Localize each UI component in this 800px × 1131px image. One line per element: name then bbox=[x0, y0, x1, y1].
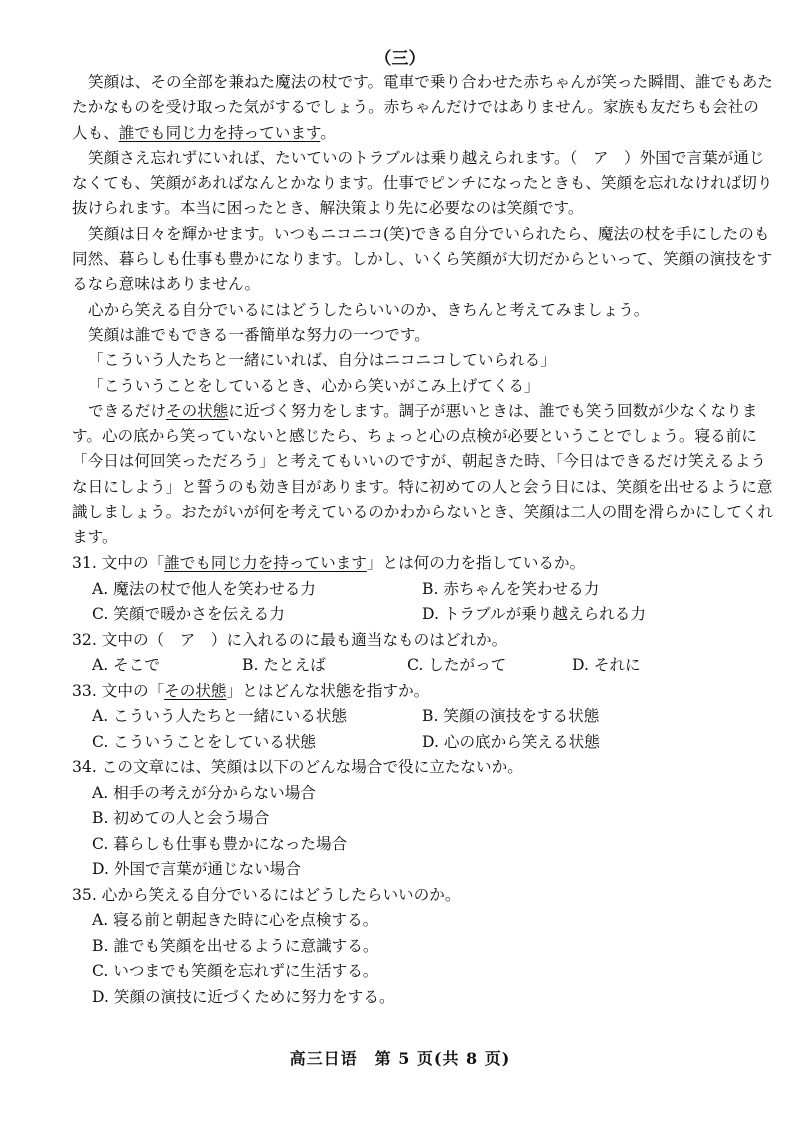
option-c: C. こういうことをしている状態 bbox=[92, 732, 317, 751]
question-stem: 35. 心から笑える自分でいるにはどうしたらいいのか。 bbox=[72, 885, 461, 904]
passage-quote-1: 「こういう人たちと一緒にいれば、自分はニコニコしていられる」 bbox=[88, 351, 556, 370]
stem-text: 」とは何の力を指しているか。 bbox=[366, 554, 586, 572]
passage-paragraph-1 bbox=[72, 70, 774, 146]
passage-paragraph-8 bbox=[72, 399, 774, 551]
passage-quote-2: 「こういうことをしているとき、心から笑いがこみ上げてくる」 bbox=[88, 376, 540, 395]
options bbox=[92, 908, 782, 1010]
options bbox=[92, 781, 782, 883]
question-35 bbox=[72, 883, 782, 1011]
option-a: A. こういう人たちと一緒にいる状態 bbox=[92, 707, 348, 725]
passage-text: 笑顔は、その全部を兼ねた魔法の杖です。電車で乗り合わせた赤ちゃんが笑った瞬間、誰でもあたたかなものを受け取った気がするでしょう。赤ちゃんだけではありません。家族も友だちも会社の人も、 bbox=[72, 73, 773, 142]
option-b: B. 誰でも笑顔を出せるように意識する。 bbox=[92, 936, 379, 955]
passage-paragraph-3: 笑顔は日々を輝かせます。いつもニコニコ(笑)できる自分でいられたら、魔法の杖を手にしたのも同然、暮らしも仕事も豊かになります。しかし、いくら笑顔が大切だからといって、笑顔の演技をするなら意味はありません。 bbox=[72, 224, 773, 294]
option-b: B. 初めての人と会う場合 bbox=[92, 809, 270, 827]
option-a: A. 魔法の杖で他人を笑わせる力 bbox=[92, 579, 316, 598]
page-footer: 高三日语 第 5 页(共 8 页) bbox=[289, 1049, 511, 1068]
option-b: B. 笑顔の演技をする状態 bbox=[422, 707, 600, 725]
option-b: B. たとえば bbox=[242, 656, 326, 674]
underlined-phrase-1: 誰でも同じ力を持っています bbox=[118, 123, 321, 142]
passage-text: できるだけ bbox=[88, 401, 166, 420]
stem-text: 31. 文中の「 bbox=[72, 554, 165, 572]
options bbox=[92, 577, 782, 628]
options bbox=[92, 653, 782, 679]
section-title: （三） bbox=[374, 49, 426, 69]
option-a: A. そこで bbox=[92, 656, 160, 674]
option-d: D. 心の底から笑える状態 bbox=[422, 732, 600, 751]
question-34 bbox=[72, 755, 782, 883]
options bbox=[92, 704, 782, 755]
passage-paragraph-5: 笑顔は誰でもできる一番簡単な努力の一つです。 bbox=[88, 325, 430, 344]
option-d: D. 笑顔の演技に近づくために努力をする。 bbox=[92, 987, 395, 1006]
option-d: D. それに bbox=[572, 656, 641, 674]
passage-text: に近づく努力をします。調子が悪いときは、誰でも笑う回数が少なくなります。心の底から笑っていないと感じたら、ちょっと心の点検が必要ということでしょう。寝る前に「今日は何回笑っただろう」と考えてもいいのですが、朝起きた時、「今日はできるだけ笑えるような日にしよう」と誓うのも効き目があります。特に初めての人と会う日には、笑顔を出せるように意識しましょう。おたがいが何を考えているのかわからないとき、笑顔は二人の間を滑らかにしてくれます。 bbox=[72, 401, 774, 547]
question-stem: 34. この文章には、笑顔は以下のどんな場合で役に立たないか。 bbox=[72, 758, 523, 776]
passage-text: 。 bbox=[320, 123, 336, 142]
option-c: C. 笑顔で暖かさを伝える力 bbox=[92, 605, 285, 623]
stem-text: 」とはどんな状態を指すか。 bbox=[226, 681, 430, 700]
option-d: D. トラブルが乗り越えられる力 bbox=[422, 605, 646, 623]
question-stem: 32. 文中の（ ア ）に入れるのに最も適当なものはどれか。 bbox=[72, 630, 508, 649]
option-c: C. したがって bbox=[407, 656, 507, 674]
stem-text: 33. 文中の「 bbox=[72, 681, 165, 700]
underlined-phrase-2: その状態 bbox=[165, 401, 229, 420]
question-32 bbox=[72, 628, 782, 679]
question-33 bbox=[72, 679, 782, 756]
question-list bbox=[72, 551, 782, 1010]
option-a: A. 寝る前と朝起きた時に心を点検する。 bbox=[92, 911, 379, 929]
reading-passage bbox=[72, 70, 774, 551]
question-stem bbox=[72, 679, 782, 705]
option-c: C. 暮らしも仕事も豊かになった場合 bbox=[92, 834, 348, 853]
question-stem bbox=[72, 551, 782, 577]
passage-paragraph-4: 心から笑える自分でいるにはどうしたらいいのか、きちんと考えてみましょう。 bbox=[88, 300, 650, 319]
option-b: B. 赤ちゃんを笑わせる力 bbox=[422, 579, 600, 598]
option-d: D. 外国で言葉が通じない場合 bbox=[92, 860, 301, 878]
stem-underlined: その状態 bbox=[164, 681, 227, 700]
passage-paragraph-2: 笑顔さえ忘れずにいれば、たいていのトラブルは乗り越えられます。（ ア ）外国で言葉が通じなくても、笑顔があればなんとかなります。仕事でピンチになったときも、笑顔を忘れなければ切り抜けられます。本当に困ったとき、解決策より先に必要なのは笑顔です。 bbox=[72, 148, 773, 218]
stem-underlined: 誰でも同じ力を持っています bbox=[164, 554, 367, 572]
option-c: C. いつまでも笑顔を忘れずに生活する。 bbox=[92, 962, 379, 980]
option-a: A. 相手の考えが分からない場合 bbox=[92, 783, 316, 802]
question-31 bbox=[72, 551, 782, 628]
